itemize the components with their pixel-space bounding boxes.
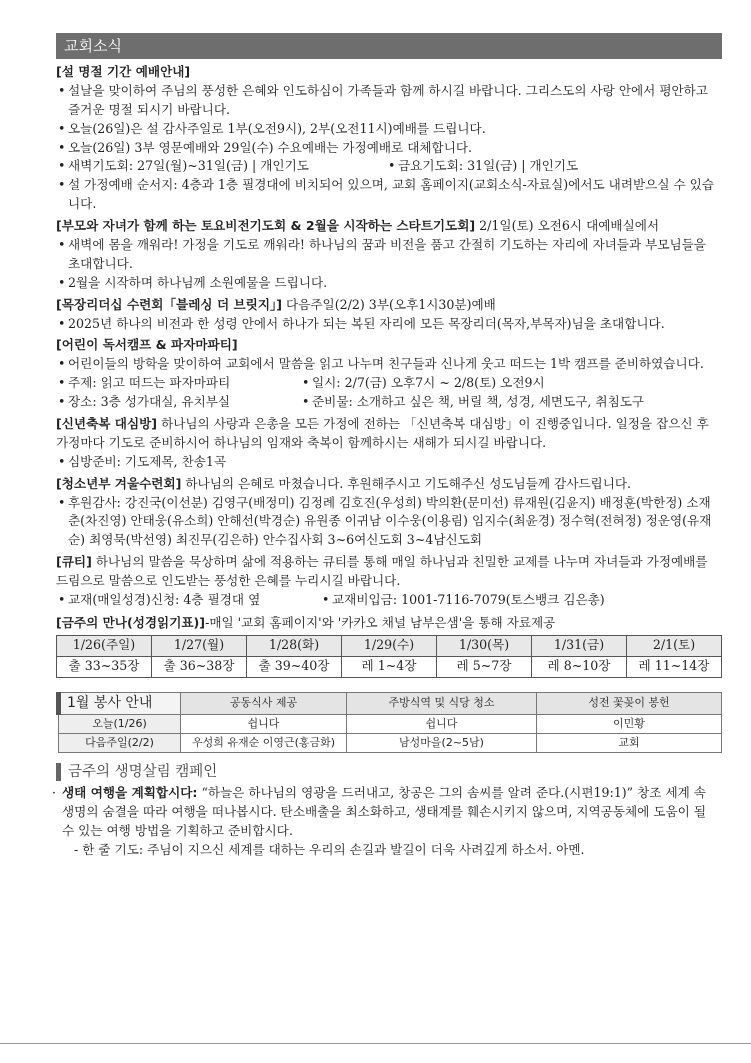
news-text: 하나님의 말씀을 묵상하며 삶에 적용하는 큐티를 통해 매일 하나님과 친밀한 교제를 나누며 자녀들과 가정예배를 드림으로 말씀으로 인도받는 풍성한 은혜를 누리시길 바랍니다. xyxy=(56,554,708,589)
qt-pay: • 교재비입금: 1001-7116-7079(토스뱅크 김은총) xyxy=(318,591,605,610)
news-title: [큐티] xyxy=(56,554,92,570)
camp-prep: • 준비물: 소개하고 싶은 책, 버릴 책, 성경, 세면도구, 취침도구 xyxy=(298,393,644,412)
row-label: 오늘(1/26) xyxy=(59,714,181,733)
reading-schedule-table xyxy=(56,635,722,678)
column-header: 공동식사 제공 xyxy=(181,692,347,714)
table-row xyxy=(57,635,722,656)
news-youth-retreat xyxy=(56,475,722,551)
table-cell: 쉽니다 xyxy=(347,714,537,733)
list-item: • 설 가정예배 순서지: 4층과 1층 필경대에 비치되어 있으며, 교회 홈페이지(교회소식-자료실)에서도 내려받으실 수 있습니다. xyxy=(56,176,722,214)
list-item: • 심방준비: 기도제목, 찬송1곡 xyxy=(56,453,722,472)
column-header: 주방식역 및 식당 청소 xyxy=(347,692,537,714)
news-title: [금주의 만나(성경읽기표)] xyxy=(56,614,206,630)
reading-cell: 레 5~7장 xyxy=(437,656,532,677)
news-lunar-new-year xyxy=(56,63,722,214)
news-new-year-visit xyxy=(56,415,722,472)
news-title: [부모와 자녀가 함께 하는 토요비전기도회 & 2월을 시작하는 스타트기도회] xyxy=(56,218,476,234)
friday-prayer: • 금요기도회: 31일(금) | 개인기도 xyxy=(384,157,578,176)
date-cell: 1/28(화) xyxy=(247,635,342,656)
date-cell: 1/29(수) xyxy=(342,635,437,656)
list-item: • 2월을 시작하며 하나님께 소원예물을 드립니다. xyxy=(56,274,722,293)
table-row xyxy=(59,692,722,714)
news-title: [신년축복 대심방] xyxy=(56,416,158,432)
campaign-title: 금주의 생명살림 캠페인 xyxy=(56,763,722,781)
date-cell: 1/31(금) xyxy=(532,635,627,656)
date-cell: 1/26(주일) xyxy=(57,635,152,656)
church-news-page xyxy=(52,33,722,859)
table-row xyxy=(59,733,722,752)
list-item: • 2025년 하나의 비전과 한 성령 안에서 하나가 되는 복된 자리에 모든 목장리더(목자,부목자)님을 초대합니다. xyxy=(56,315,722,334)
news-title: [어린이 독서캠프 & 파자마파티] xyxy=(56,337,238,353)
list-item: • 새벽에 몸을 깨워라! 가정을 기도로 깨워라! 하나님의 꿈과 비전을 품고 간절히 기도하는 자리에 자녀들과 부모님들을 초대합니다. xyxy=(56,236,722,274)
list-item: • 어린이들의 방학을 맞이하여 교회에서 말씀을 읽고 나누며 친구들과 신나게 웃고 떠드는 1박 캠프를 준비하였습니다. xyxy=(56,355,722,374)
dawn-prayer: • 새벽기도회: 27일(월)~31일(금) | 개인기도 xyxy=(68,158,309,174)
table-cell: 쉽니다 xyxy=(181,714,347,733)
row-label: 다음주일(2/2) xyxy=(59,733,181,752)
list-item: • 오늘(26일) 3부 영문예배와 29일(수) 수요예배는 가정예배로 대체합니다. xyxy=(56,139,722,158)
date-cell: 1/30(목) xyxy=(437,635,532,656)
news-text: 하나님의 은혜로 마쳤습니다. 후원해주시고 기도해주신 성도님들께 감사드립니다. xyxy=(181,475,632,491)
news-bible-reading xyxy=(56,614,722,678)
service-table xyxy=(56,692,722,753)
reading-cell: 레 8~10장 xyxy=(532,656,627,677)
date-cell: 2/1(토) xyxy=(627,635,722,656)
campaign-text: “하늘은 하나님의 영광을 드러내고, 창공은 그의 솜씨를 알려 준다.(시편19:1)” 창조 세계 속 생명의 숨결을 따라 여행을 떠나봅시다. 탄소배출을 최소화하고, 생태계를 훼손시키지 않으며, 지역공동체에 도움이 될 수 있는 여행 방법을 기획하고 준비합시다. xyxy=(62,784,706,838)
camp-theme: • 주제: 읽고 떠드는 파자마파티 xyxy=(68,375,231,391)
news-reading-camp xyxy=(56,336,722,412)
list-item xyxy=(56,374,722,393)
table-cell: 이민황 xyxy=(537,714,722,733)
table-row xyxy=(59,714,722,733)
qt-apply: • 교재(매일성경)신청: 4층 필경대 옆 xyxy=(68,592,261,608)
campaign-block xyxy=(52,784,722,860)
list-item xyxy=(56,393,722,412)
section-banner: 교회소식 xyxy=(56,33,722,59)
table-row xyxy=(57,656,722,677)
bullet-dot-icon: · xyxy=(52,784,57,800)
news-leadership-retreat xyxy=(56,296,722,334)
reading-cell: 레 1~4장 xyxy=(342,656,437,677)
table-cell: 우성희 유재순 이영근(홍금화) xyxy=(181,733,347,752)
camp-place: • 장소: 3층 성가대실, 유치부실 xyxy=(68,394,231,410)
campaign-lead: 생태 여행을 계획합시다: xyxy=(62,784,198,800)
list-item: • 오늘(26일)은 설 감사주일로 1부(오전9시), 2부(오전11시)예배를 드립니다. xyxy=(56,120,722,139)
service-title: 1월 봉사 안내 xyxy=(59,692,181,714)
reading-cell: 출 33~35장 xyxy=(57,656,152,677)
news-subtitle: 2/1일(토) 오전6시 대예배실에서 xyxy=(475,218,660,234)
reading-cell: 출 36~38장 xyxy=(152,656,247,677)
news-subtitle: 다음주일(2/2) 3부(오후1시30분)예배 xyxy=(282,296,496,312)
column-header: 성전 꽃꽂이 봉헌 xyxy=(537,692,722,714)
list-item xyxy=(56,591,722,610)
date-cell: 1/27(월) xyxy=(152,635,247,656)
news-title: [설 명절 기간 예배안내] xyxy=(56,64,191,79)
list-item xyxy=(56,157,722,176)
news-subtitle: -매일 '교회 홈페이지'와 '카카오 채널 남부은샘'을 통해 자료제공 xyxy=(205,614,556,630)
reading-cell: 레 11~14장 xyxy=(627,656,722,677)
news-saturday-prayer xyxy=(56,217,722,293)
news-title: [목장리더십 수련회「블레싱 더 브릿지」] xyxy=(56,296,283,312)
campaign-prayer: - 한 줄 기도: 주님이 지으신 세계를 대하는 우리의 손길과 발길이 더욱 사려깊게 하소서. 아멘. xyxy=(74,841,585,857)
news-text: 하나님의 사랑과 은총을 모든 가정에 전하는 「신년축복 대심방」이 진행중입니다. 일정을 잡으신 후 가정마다 기도로 준비하시어 하나님의 임재와 축복이 함께하시는 새해가 되시길 바랍니다. xyxy=(56,416,709,450)
list-item: • 후원감사: 강진국(이선분) 김영구(배정미) 김정례 김호진(우성희) 박의환(문미선) 류재원(김윤지) 배정훈(박한정) 소재춘(차진영) 안태웅(유소희) 안해선(박경순) 유원종 이귀남 이수웅(이용림) 임지수(최윤경) 정수혁(전혀정) 정운영(유재순) 최영묵(박선영) 최진무(김은하) 안수집사회 3~6여신도회 3~4남신도회 xyxy=(56,494,722,551)
list-item: • 설날을 맞이하여 주님의 풍성한 은혜와 인도하심이 가족들과 함께 하시길 바랍니다. 그리스도의 사랑 안에서 평안하고 즐거운 명절 되시기 바랍니다. xyxy=(56,82,722,120)
news-title: [청소년부 겨울수련회] xyxy=(56,475,182,491)
table-cell: 교회 xyxy=(537,733,722,752)
news-qt xyxy=(56,553,722,610)
camp-date: • 일시: 2/7(금) 오후7시 ~ 2/8(토) 오전9시 xyxy=(298,374,545,393)
reading-cell: 출 39~40장 xyxy=(247,656,342,677)
page-divider xyxy=(0,1043,751,1044)
table-cell: 남성마을(2~5남) xyxy=(347,733,537,752)
